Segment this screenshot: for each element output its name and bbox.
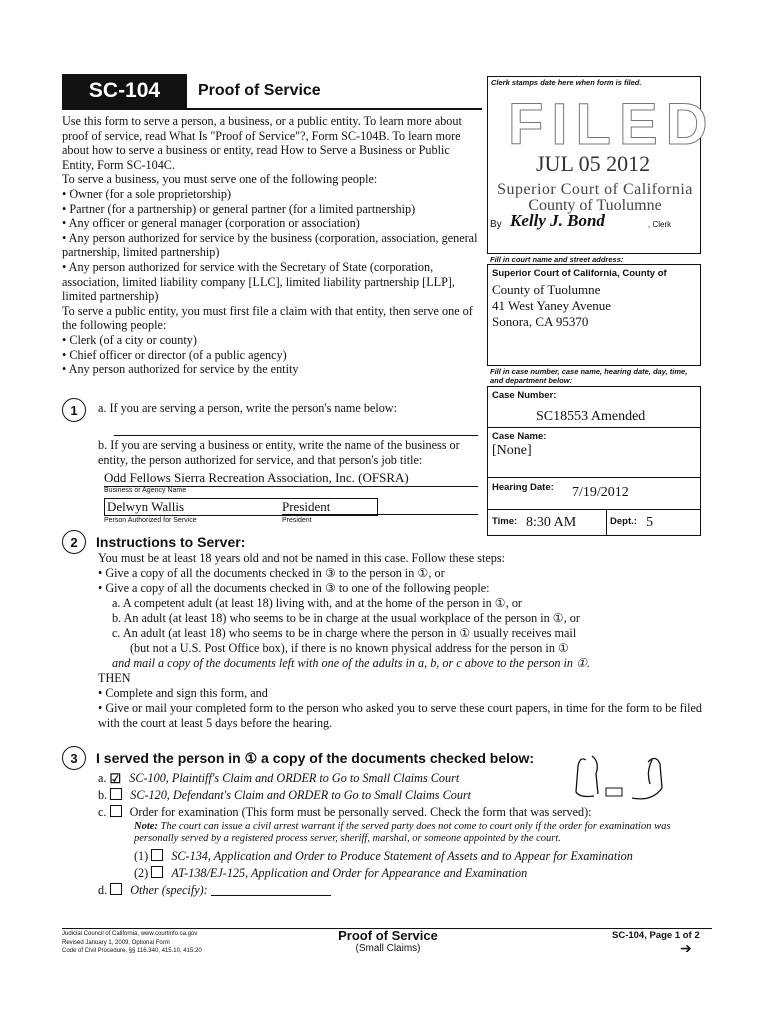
job-title-line xyxy=(282,513,478,515)
next-page-arrow-icon[interactable]: ➔ xyxy=(680,940,692,956)
hearing-date-label: Hearing Date: xyxy=(492,482,554,493)
then-label: THEN xyxy=(98,671,131,685)
note-label: Note: xyxy=(134,821,158,832)
option-b: b. An adult (at least 18) who seems to be in charge at the usual workplace of the person in ①, or xyxy=(112,611,580,625)
court-address-line: 41 West Yaney Avenue xyxy=(492,298,612,313)
filed-stamp: FILED xyxy=(508,92,716,157)
item-number: (1) xyxy=(134,849,149,863)
list-item: • Chief officer or director (of a public agency) xyxy=(62,347,287,362)
footer-code: Code of Civil Procedure, §§ 116.340, 415.10, 415.20 xyxy=(62,948,202,954)
section-2-number: 2 xyxy=(62,530,86,554)
section-2-heading: Instructions to Server: xyxy=(96,534,246,550)
doc-row-c xyxy=(98,804,710,821)
case-info-box xyxy=(487,386,701,536)
section-3-heading: I served the person in ① a copy of the documents checked below: xyxy=(96,750,535,766)
case-name-label: Case Name: xyxy=(492,431,547,442)
footer-subtitle: (Small Claims) xyxy=(355,943,421,954)
clerk-stamp-label: Clerk stamps date here when form is filed. xyxy=(491,78,642,87)
court-heading: Superior Court of California, County of xyxy=(492,268,667,279)
instruction-bullet: • Give a copy of all the documents checked in ③ to one of the following people: xyxy=(98,581,490,595)
other-checkbox[interactable] xyxy=(110,883,122,895)
doc-row-a xyxy=(98,770,710,787)
sc120-checkbox[interactable] xyxy=(110,788,122,800)
section-1-number: 1 xyxy=(62,398,86,422)
section-1a-text: a. If you are serving a person, write the person's name below: xyxy=(98,401,397,415)
sc134-checkbox[interactable] xyxy=(151,849,163,861)
section-2-body xyxy=(98,551,708,731)
dept-label: Dept.: xyxy=(610,516,637,527)
item-letter: a. xyxy=(98,771,107,785)
other-specify-field[interactable] xyxy=(211,883,331,896)
at138-label: AT-138/EJ-125, Application and Order for Appearance and Examination xyxy=(171,866,528,880)
divider xyxy=(488,509,700,510)
instruction-bullet: • Give a copy of all the documents checked in ③ to the person in ①, or xyxy=(98,566,445,580)
case-info-label: Fill in case number, case name, hearing date, day, time, and department below: xyxy=(490,367,688,385)
list-item: • Any person authorized for service by the business (corporation, association, general partnership, limited partnership) xyxy=(62,230,478,260)
item-letter: c. xyxy=(98,805,107,819)
divider xyxy=(488,427,700,428)
footer-center xyxy=(318,928,458,954)
list-item: • Any person authorized for service with the Secretary of State (corporation, association, limited liability company [LLC], limited liability partnership [LLP], limited partnership) xyxy=(62,259,455,304)
doc-row-c2 xyxy=(98,865,710,882)
dept-field[interactable]: 5 xyxy=(646,515,653,530)
footer-page: SC-104, Page 1 of 2 xyxy=(612,930,700,941)
clerk-signature: Kelly J. Bond xyxy=(510,211,605,230)
sc120-label: SC-120, Defendant's Claim and ORDER to Go to Small Claims Court xyxy=(130,788,472,802)
intro-paragraph: Use this form to serve a person, a business, or a public entity. To learn more about proof of service, read What Is "Proof of Service"?, Form SC-104B. To learn more about how to serve a business or entity, read How to Serve a Business or Public Entity, Form SC-104C. xyxy=(62,114,462,172)
item-letter: b. xyxy=(98,788,108,802)
doc-row-c1 xyxy=(98,848,710,865)
section-3-body xyxy=(98,770,710,899)
other-label: Other (specify): xyxy=(130,883,208,897)
entity-bullets xyxy=(62,333,480,377)
footer-left xyxy=(62,930,202,956)
job-title-field[interactable]: President xyxy=(282,499,331,514)
sc100-checkbox[interactable]: ☑ xyxy=(109,771,122,786)
court-info-box xyxy=(487,264,701,366)
option-c-line-1: c. An adult (at least 18) who seems to be in charge where the person in ① usually receives mail xyxy=(112,626,577,640)
case-name-field[interactable]: [None] xyxy=(492,443,532,458)
case-number-field[interactable]: SC18553 Amended xyxy=(536,409,646,424)
sc100-label: SC-100, Plaintiff's Claim and ORDER to Go to Small Claims Court xyxy=(129,771,460,785)
stamp-clerk: , Clerk xyxy=(648,220,672,229)
then-bullet: • Give or mail your completed form to the person who asked you to serve these court papers, in time for the form to be filed with the court at least 5 days before the hearing. xyxy=(98,701,702,730)
title-rule xyxy=(62,108,482,110)
court-info-label: Fill in court name and street address: xyxy=(490,255,624,264)
intro-block xyxy=(62,114,480,377)
entity-intro: To serve a public entity, you must first file a claim with that entity, then serve one of the following people: xyxy=(62,303,473,333)
time-field[interactable]: 8:30 AM xyxy=(526,515,577,530)
exam-order-label: Order for examination (This form must be personally served. Check the form that was served): xyxy=(129,805,592,819)
mail-instruction: and mail a copy of the documents left with one of the adults in a, b, or c above to the person in ①. xyxy=(112,656,591,670)
person-authorized-label: Person Authorized for Service xyxy=(104,517,197,524)
hearing-date-field[interactable]: 7/19/2012 xyxy=(572,485,629,500)
person-name-line[interactable] xyxy=(114,434,478,436)
then-bullet: • Complete and sign this form, and xyxy=(98,686,268,700)
stamp-court-line-1: Superior Court of California xyxy=(497,181,693,198)
footer-source: Judicial Council of California, www.courtinfo.ca.gov xyxy=(62,931,198,937)
server-requirements: You must be at least 18 years old and not be named in this case. Follow these steps: xyxy=(98,551,505,565)
footer-revised: Revised January 1, 2009, Optional Form xyxy=(62,939,170,946)
section-1b-text: b. If you are serving a business or entity, write the name of the business or entity, the person authorized for service, and that person's job title: xyxy=(98,438,460,467)
time-label: Time: xyxy=(492,516,518,527)
business-bullets xyxy=(62,187,480,304)
item-number: (2) xyxy=(134,866,149,880)
person-authorized-field[interactable]: Delwyn Wallis xyxy=(104,498,378,516)
job-title-label: President xyxy=(282,517,312,524)
form-title: Proof of Service xyxy=(198,82,321,99)
note-text: The court can issue a civil arrest warrant if the served party does not come to court only if the order for examination was personally served by a registered process server, sheriff, marshal, or someone appointed by the court. xyxy=(134,821,671,844)
option-a: a. A competent adult (at least 18) living with, and at the home of the person in ①, or xyxy=(112,596,522,610)
item-letter: d. xyxy=(98,883,108,897)
doc-row-b xyxy=(98,787,710,804)
exam-order-checkbox[interactable] xyxy=(110,805,122,817)
sc134-label: SC-134, Application and Order to Produce Statement of Assets and to Appear for Examination xyxy=(171,849,633,863)
list-item: • Owner (for a sole proprietorship) xyxy=(62,186,232,201)
list-item: • Clerk (of a city or county) xyxy=(62,332,197,347)
divider xyxy=(488,477,700,478)
business-intro: To serve a business, you must serve one of the following people: xyxy=(62,172,378,187)
at138-checkbox[interactable] xyxy=(151,866,163,878)
list-item: • Any officer or general manager (corporation or association) xyxy=(62,216,360,231)
court-address[interactable] xyxy=(492,282,611,330)
section-3-number: 3 xyxy=(62,746,86,770)
exam-note xyxy=(98,821,710,845)
court-address-line: Sonora, CA 95370 xyxy=(492,314,589,329)
stamp-by: By xyxy=(490,219,502,230)
stamp-court-line-2: County of Tuolumne xyxy=(528,197,662,214)
list-item: • Any person authorized for service by the entity xyxy=(62,362,299,377)
clerk-stamp-box xyxy=(487,76,716,254)
business-name-label: Business or Agency Name xyxy=(104,487,187,494)
list-item: • Partner (for a partnership) or general partner (for a limited partnership) xyxy=(62,201,416,216)
doc-row-d xyxy=(98,882,710,899)
form-id-badge: SC-104 xyxy=(62,74,187,108)
divider xyxy=(606,509,607,535)
business-name-field[interactable]: Odd Fellows Sierra Recreation Association, Inc. (OFSRA) xyxy=(104,470,478,487)
option-c-line-2: (but not a U.S. Post Office box), if there is no known physical address for the person in ① xyxy=(130,641,569,655)
filed-date: JUL 05 2012 xyxy=(536,151,651,176)
case-number-label: Case Number: xyxy=(492,390,557,401)
footer-title: Proof of Service xyxy=(338,928,438,943)
court-address-line: County of Tuolumne xyxy=(492,282,601,297)
